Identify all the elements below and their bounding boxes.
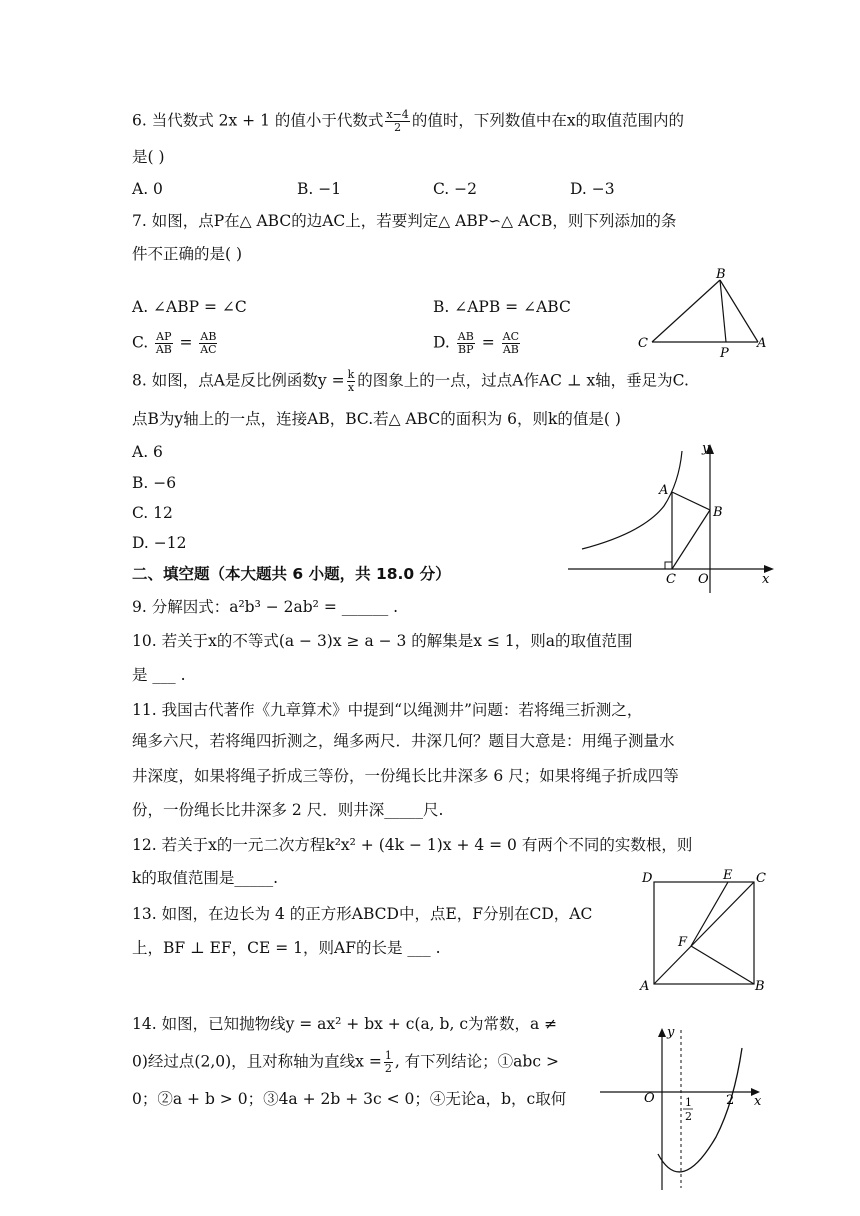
q12-line1: 12. 若关于x的一元二次方程k²x² + (4k − 1)x + 4 = 0 有两个不同的实数根，则 <box>132 836 693 854</box>
q8-segment-ab <box>672 492 710 510</box>
q8-label-c: C <box>666 572 676 587</box>
q13-segment-fb <box>691 946 754 984</box>
q8-option-d: D. −12 <box>132 534 187 552</box>
q7-d-f1-den: BP <box>458 343 474 356</box>
q6-option-d: D. −3 <box>570 180 615 198</box>
q6-option-b: B. −1 <box>297 180 342 198</box>
q8-right-angle-mark <box>665 562 672 569</box>
q7-d-f2-den: AB <box>502 343 519 356</box>
q7-d-f2-num: AC <box>502 330 520 343</box>
q14-y-axis-arrow <box>658 1028 666 1037</box>
q7-c-prefix: C. <box>132 333 149 352</box>
q8-line2: 点B为y轴上的一点，连接AB，BC.若△ ABC的面积为 6，则k的值是( ) <box>132 410 621 428</box>
q6-line2: 是( ) <box>132 148 165 166</box>
q7-c-frac1 <box>155 331 172 356</box>
q8-line1 <box>132 369 689 394</box>
q8-option-b: B. −6 <box>132 474 177 492</box>
q8-coordinate-figure <box>568 438 780 598</box>
q13-label-c: C <box>756 871 766 886</box>
q7-d-f1-num: AB <box>457 330 474 343</box>
q7-label-p: P <box>720 346 729 361</box>
q7-edge-cb <box>652 280 720 342</box>
q11-line4: 份，一份绳长比井深多 2 尺．则井深_____尺. <box>132 801 444 819</box>
q7-option-d <box>433 331 522 356</box>
q6-text-b: 的值时，下列数值中在x的取值范围内的 <box>411 111 685 130</box>
q13-label-e: E <box>723 868 733 883</box>
q8-frac-den: x <box>347 381 355 394</box>
q8-text-b: 的图象上的一点，过点A作AC ⊥ x轴，垂足为C. <box>357 371 689 390</box>
q12-line2: k的取值范围是_____. <box>132 869 279 887</box>
q14-label-x: x <box>754 1094 762 1109</box>
q14-label-half-num: 1 <box>685 1096 692 1109</box>
q8-fraction <box>347 369 356 394</box>
q13-label-d: D <box>642 871 653 886</box>
q10-line2: 是 ___ . <box>132 666 186 684</box>
q14-fraction <box>384 1050 393 1075</box>
q7-line1: 7. 如图，点P在△ ABC的边AC上，若要判定△ ABP∽△ ACB，则下列添加的条 <box>132 212 677 230</box>
q8-option-c: C. 12 <box>132 504 173 522</box>
q7-line2: 件不正确的是( ) <box>132 245 243 263</box>
q14-line1: 14. 如图，已知抛物线y = ax² + bx + c(a, b, c为常数，a ≠ <box>132 1015 558 1033</box>
q8-option-a: A. 6 <box>132 443 163 461</box>
q13-diagonal-ac <box>654 882 754 984</box>
q14-label-two: 2 <box>726 1093 735 1108</box>
q11-line2: 绳多六尺，若将绳四折测之，绳多两尺．井深几何？题目大意是：用绳子测量水 <box>132 732 675 750</box>
q13-line2: 上，BF ⊥ EF，CE = 1，则AF的长是 ___ . <box>132 939 441 957</box>
q7-d-frac2 <box>502 331 520 356</box>
q13-line1: 13. 如图，在边长为 4 的正方形ABCD中，点E，F分别在CD，AC <box>132 905 593 923</box>
q13-square-figure <box>638 870 770 992</box>
q8-label-a: A <box>659 483 669 498</box>
q14-text-b: , 有下列结论；①abc > <box>394 1052 559 1071</box>
q6-frac-num: x−4 <box>386 108 409 121</box>
q8-hyperbola <box>582 451 682 549</box>
q7-label-c: C <box>638 336 648 351</box>
q7-d-eq: = <box>481 333 495 352</box>
q8-label-b: B <box>713 505 723 520</box>
q7-option-c <box>132 331 219 356</box>
q13-label-f: F <box>678 935 688 950</box>
q8-segment-bc <box>672 510 710 569</box>
q14-line2 <box>132 1050 559 1075</box>
q7-d-frac1 <box>457 331 475 356</box>
q9-line: 9. 分解因式：a²b³ − 2ab² = ______ . <box>132 598 399 616</box>
q8-label-o: O <box>698 572 709 587</box>
q7-label-a: A <box>757 336 767 351</box>
q11-line1: 11. 我国古代著作《九章算术》中提到“以绳测井”问题：若将绳三折测之， <box>132 701 643 719</box>
q13-label-b: B <box>755 979 765 994</box>
q14-parabola <box>658 1048 742 1172</box>
q14-line3: 0；②a + b > 0；③4a + 2b + 3c < 0；④无论a，b，c取何 <box>132 1090 567 1108</box>
q8-label-y: y <box>702 441 710 456</box>
q7-c-frac2 <box>199 331 217 356</box>
q6-fraction <box>385 109 409 134</box>
q7-c-f2-num: AB <box>200 330 217 343</box>
q6-option-a: A. 0 <box>132 180 163 198</box>
q14-text-a: 0)经过点(2,0)，且对称轴为直线x = <box>132 1052 382 1071</box>
q8-text-a: 8. 如图，点A是反比例函数y = <box>132 371 345 390</box>
q7-c-f1-num: AP <box>156 330 172 343</box>
q6-option-c: C. −2 <box>433 180 478 198</box>
q14-label-y: y <box>667 1025 675 1040</box>
q8-frac-num: k <box>347 368 355 381</box>
q8-label-x: x <box>762 572 770 587</box>
q14-label-half-den: 2 <box>685 1110 692 1123</box>
q6-line1 <box>132 109 684 134</box>
section-2-heading: 二、填空题（本大题共 6 小题，共 18.0 分） <box>132 565 451 583</box>
q7-option-b: B. ∠APB = ∠ABC <box>433 298 571 316</box>
q10-line1: 10. 若关于x的不等式(a − 3)x ≥ a − 3 的解集是x ≤ 1，则a的取值范围 <box>132 632 633 650</box>
q7-option-a: A. ∠ABP = ∠C <box>132 298 247 316</box>
q7-d-prefix: D. <box>433 333 450 352</box>
q7-c-f2-den: AC <box>200 343 217 356</box>
q14-parabola-figure <box>596 1022 772 1192</box>
q13-label-a: A <box>640 979 650 994</box>
q7-triangle-figure <box>630 262 775 362</box>
q11-line3: 井深度，如果将绳子折成三等份，一份绳长比井深多 6 尺；如果将绳子折成四等 <box>132 767 679 785</box>
q14-frac-num: 1 <box>384 1049 392 1062</box>
q6-frac-den: 2 <box>394 121 402 134</box>
q7-c-f1-den: AB <box>155 343 172 356</box>
q7-label-b: B <box>716 267 726 282</box>
q14-label-o: O <box>644 1091 655 1106</box>
q6-text-a: 6. 当代数式 2x + 1 的值小于代数式 <box>132 111 384 130</box>
q14-frac-den: 2 <box>384 1062 392 1075</box>
q7-c-eq: = <box>179 333 193 352</box>
